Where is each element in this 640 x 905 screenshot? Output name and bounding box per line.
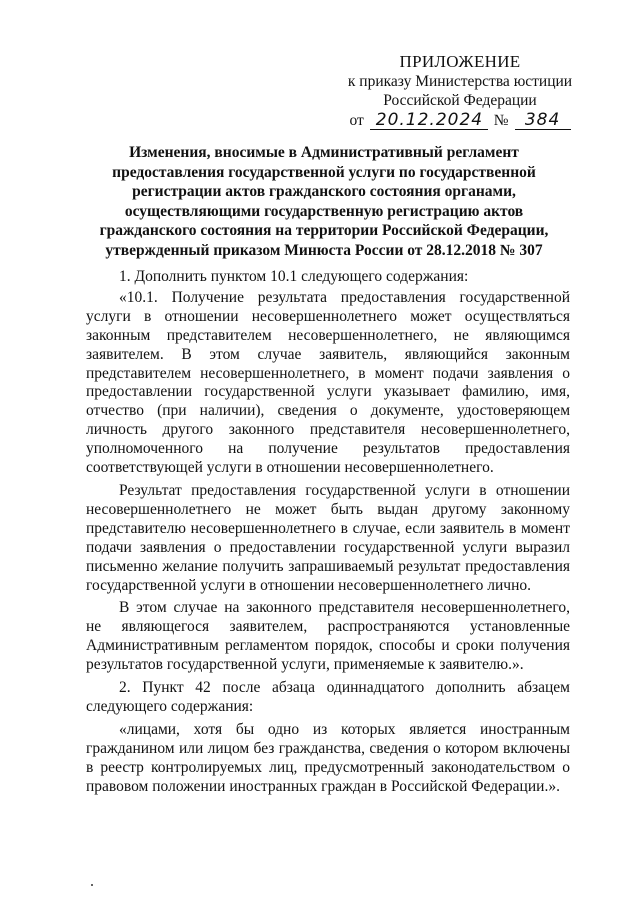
appendix-block — [330, 52, 590, 130]
paragraph-6: «лицами, хотя бы одно из которых является иностранным гражданином или лицом без гражданства, сведения о котором включены в реестр контролируемых лиц, предусмотренный законодательством о правовом положении иностранных граждан в Российской Федерации.». — [86, 720, 570, 795]
paragraph-3: Результат предоставления государственной услуги в отношении несовершеннолетнего не может быть выдан другому законному представителю несовершеннолетнего в случае, если заявитель в момент подачи заявления о предоставлении государственной услуги выразил письменно желание получить запрашиваемый результат предоставления государственной услуги в отношении несовершеннолетнего лично. — [86, 481, 570, 594]
order-number: 384 — [515, 111, 571, 130]
appendix-title: ПРИЛОЖЕНИЕ — [399, 52, 521, 71]
paragraph-2: «10.1. Получение результата предоставления государственной услуги в отношении несовершеннолетнего может осуществляться законным представителем несовершеннолетнего, не являющимся заявителем. В этом случае заявитель, являющийся законным представителем несовершеннолетнего, в момент подачи заявления о предоставлении государственной услуги указывает фамилию, имя, отчество (при наличии), сведения о документе, удостоверяющем личность другого законного представителя несовершеннолетнего, уполномоченного на получение результатов предоставления соответствующей услуги в отношении несовершеннолетнего. — [86, 288, 570, 477]
number-label: № — [493, 112, 509, 129]
paragraph-5: 2. Пункт 42 после абзаца одиннадцатого дополнить абзацем следующего содержания: — [86, 679, 570, 715]
paragraph-1: 1. Дополнить пунктом 10.1 следующего содержания: — [119, 268, 469, 285]
scan-speck — [91, 884, 93, 886]
appendix-line-1: к приказу Министерства юстиции — [347, 73, 573, 90]
from-label: от — [349, 112, 364, 129]
appendix-line-2: Российской Федерации — [383, 92, 537, 109]
order-line — [330, 111, 590, 130]
paragraph-4: В этом случае на законного представителя несовершеннолетнего, не являющегося заявителем, распространяются установленные Административным регламентом порядок, способы и сроки получения результатов государственной услуги, применяемые к заявителю.». — [86, 599, 570, 674]
document-heading: Изменения, вносимые в Административный регламент предоставления государственной услуги по государственной регистрации актов гражданского состояния органами, осуществляющими государственную регистрацию актов гражданского состояния на территории Российской Федерации, утвержденный приказом Минюста России от 28.12.2018 № 307 — [99, 144, 549, 259]
document-body — [86, 268, 570, 800]
order-date: 20.12.2024 — [370, 111, 488, 130]
